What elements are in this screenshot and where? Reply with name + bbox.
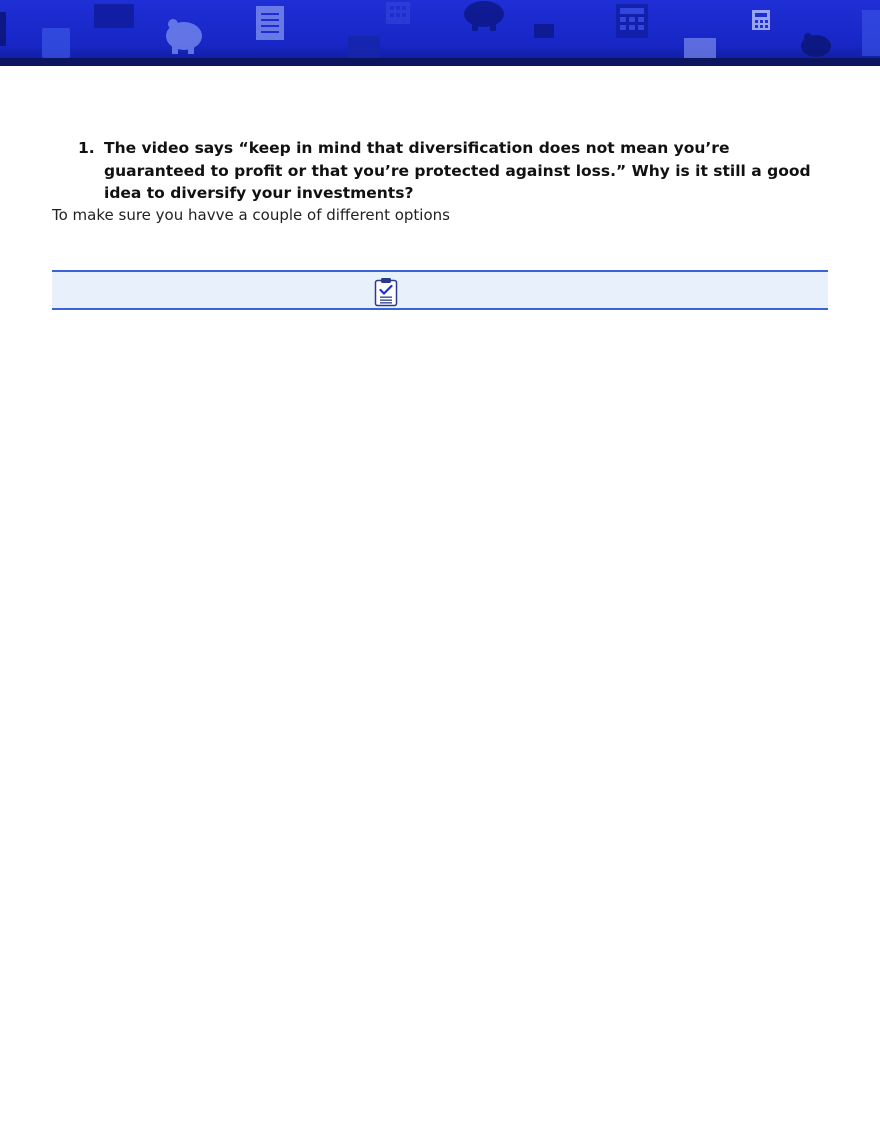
calculator-icon [386,2,410,24]
folder-icon [94,4,134,28]
folder-icon [534,24,554,38]
section-divider [52,270,828,310]
folder-icon [684,38,716,58]
piggy-bank-icon [801,33,831,57]
piggy-bank-icon [464,1,504,31]
question-text: The video says “keep in mind that diversification does not mean you’re guaranteed to profit or that you’re protected against loss.” Why is it still a good idea to diversify your investments? [104,139,811,202]
document-icon [862,10,880,56]
question-item [78,137,828,205]
piggy-bank-icon [166,19,202,54]
header-banner [0,0,880,66]
document-icon [0,12,6,46]
clipboard-check-icon [374,277,398,307]
answer-text: To make sure you havve a couple of different options [52,206,450,224]
banner-bottom-stripe [0,58,880,66]
document-icon [256,6,284,40]
document-icon [42,28,70,58]
folder-icon [348,36,380,58]
banner-pattern [0,0,880,66]
question-number: 1. [78,139,95,157]
calculator-icon [752,10,770,30]
calculator-icon [616,4,648,38]
